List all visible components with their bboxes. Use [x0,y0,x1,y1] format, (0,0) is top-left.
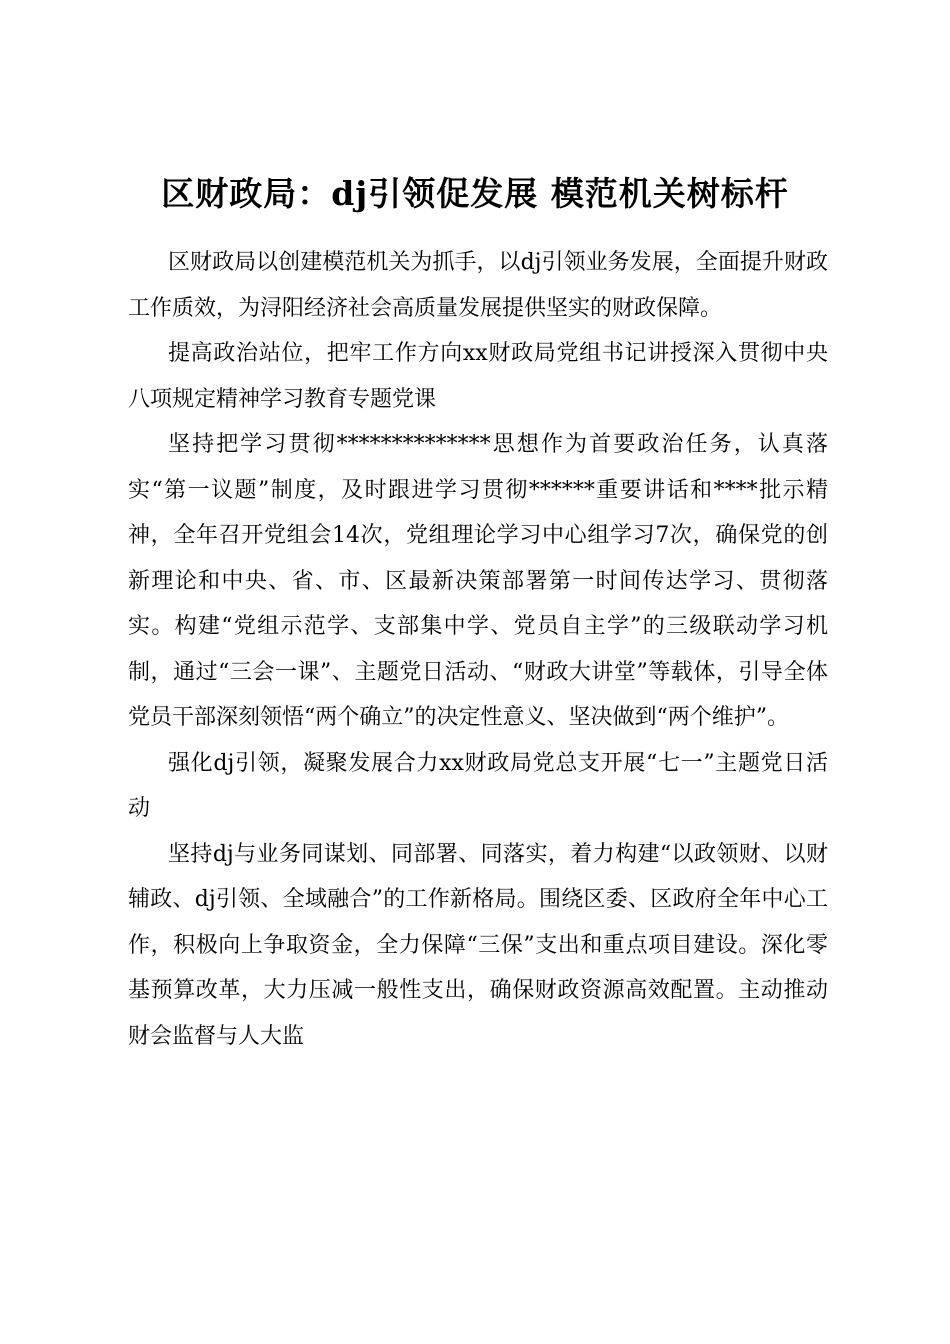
paragraph-intro: 区财政局以创建模范机关为抓手，以dj引领业务发展，全面提升财政工作质效，为浔阳经济社会高质量发展提供坚实的财政保障。 [128,250,828,321]
document-body [128,240,828,1059]
paragraph-heading-leadership: 强化dj引领，凝聚发展合力xx财政局党总支开展“七一”主题党日活动 [128,750,828,821]
paragraph-integration: 坚持dj与业务同谋划、同部署、同落实，着力构建“以政领财、以财辅政、dj引领、全域融合”的工作新格局。围绕区委、区政府全年中心工作，积极向上争取资金，全力保障“三保”支出和重点项目建设。深化零基预算改革，大力压减一般性支出，确保财政资源高效配置。主动推动财会监督与人大监 [128,841,828,1049]
paragraph-heading-political: 提高政治站位，把牢工作方向xx财政局党组书记讲授深入贯彻中央八项规定精神学习教育专题党课 [128,341,828,412]
document-title: 区财政局：dj引领促发展 模范机关树标杆 [161,174,789,213]
paragraph-study: 坚持把学习贯彻**************思想作为首要政治任务，认真落实“第一议题”制度，及时跟进学习贯彻******重要讲话和****批示精神，全年召开党组会14次，党组理论学习中心组学习7次，确保党的创新理论和中央、省、市、区最新决策部署第一时间传达学习、贯彻落实。构建“党组示范学、支部集中学、党员自主学”的三级联动学习机制，通过“三会一课”、主题党日活动、“财政大讲堂”等载体，引导全体党员干部深刻领悟“两个确立”的决定性意义、坚决做到“两个维护”。 [128,432,828,730]
